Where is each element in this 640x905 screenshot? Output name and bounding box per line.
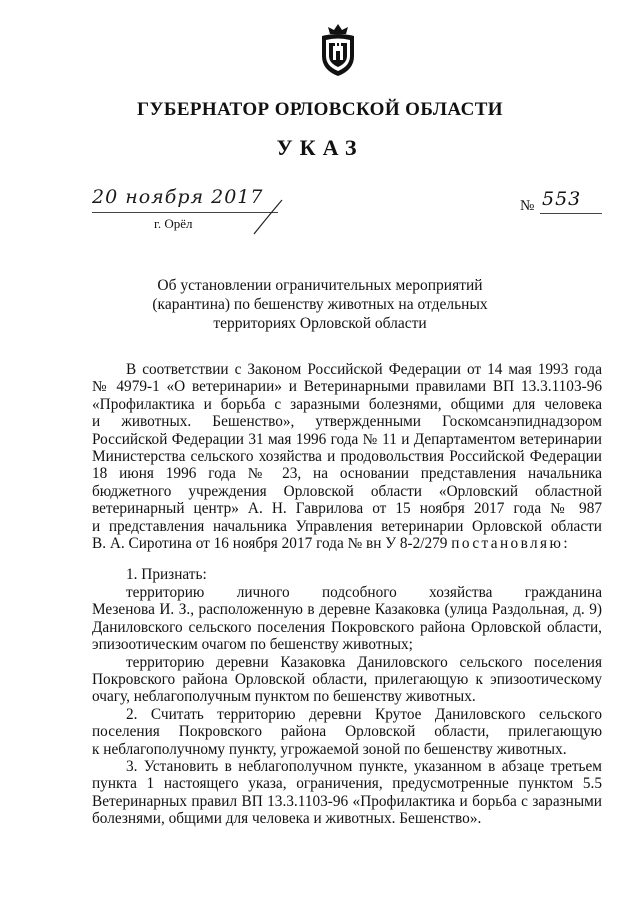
item-heading: 1. Признать: [126, 566, 207, 584]
text-line: очагу, неблагополучным пунктом по бешенству животных. [92, 688, 476, 706]
text-line: «Профилактика и борьба с заразными болезнями, общими для человека [92, 395, 602, 413]
number-label: № [520, 198, 535, 214]
decree-word: постановляю: [451, 535, 570, 553]
document-type: УКАЗ [276, 135, 364, 160]
preamble-paragraph [92, 361, 602, 552]
item-1 [92, 566, 602, 705]
decree-subject [0, 276, 640, 333]
text-line: территорию личного подсобного хозяйства гражданина [126, 583, 602, 601]
text-line: территорию деревни Казаковка Даниловского сельского поселения [126, 653, 602, 671]
subject-line: (карантина) по бешенству животных на отдельных [152, 296, 488, 313]
text-line: и представления начальника Управления ветеринарии Орловской области [92, 517, 602, 535]
text-line: к неблагополучному пункту, угрожаемой зоной по бешенству животных. [92, 740, 567, 758]
item-3 [92, 758, 602, 828]
text-line [92, 535, 602, 552]
text-line: В соответствии с Законом Российской Федерации от 14 мая 1993 года [126, 361, 602, 378]
paragraph-gap [92, 552, 602, 566]
text-line: поселения Покровского района Орловской области, прилегающую [92, 723, 602, 741]
item-2 [92, 706, 602, 758]
text-line: бюджетного учреждения Орловской области «Орловский областной [92, 482, 602, 500]
orel-region-coat-of-arms-icon [316, 22, 360, 78]
text-line: Российской Федерации 31 мая 1996 года № 11 и Департаментом ветеринарии [92, 430, 602, 448]
subject-line: Об установлении ограничительных мероприятий [157, 277, 483, 294]
handwriting-stroke [230, 196, 290, 236]
text-line: эпизоотическим очагом по бешенству животных; [92, 636, 413, 654]
handwritten-number: 553 [542, 188, 582, 210]
handwritten-date: 20 ноября 2017 [92, 186, 264, 208]
text-line: Покровского района Орловской области, прилегающую к эпизоотическому [92, 670, 602, 688]
number-underline [540, 213, 602, 214]
subject-line: территориях Орловской области [213, 315, 427, 332]
text-line: № 4979-1 «О ветеринарии» и Ветеринарными правилами ВП 13.3.1103-96 [92, 378, 602, 396]
text-line: 18 июня 1996 года № 23, на основании представления начальника [92, 465, 602, 483]
city-label: г. Орёл [154, 216, 193, 231]
text-line: и животных. Бешенство», утвержденными Госкомсанэпиднадзором [92, 413, 602, 431]
text-line: 3. Установить в неблагополучном пункте, указанном в абзаце третьем [126, 757, 602, 775]
issuing-authority: ГУБЕРНАТОР ОРЛОВСКОЙ ОБЛАСТИ [137, 99, 503, 120]
text-line: Мезенова И. З., расположенную в деревне Казаковка (улица Раздольная, д. 9) [92, 601, 602, 619]
text-line: ветеринарный центр» А. Н. Гаврилова от 15 ноября 2017 года № 987 [92, 500, 602, 518]
text-line: болезнями, общими для человека и животных. Бешенство». [92, 810, 482, 828]
text-fragment: В. А. Сиротина от 16 ноября 2017 года № вн У 8-2/279 [92, 535, 448, 553]
text-line: 2. Считать территорию деревни Крутое Даниловского сельского [126, 705, 602, 723]
decree-body [92, 361, 602, 828]
text-line: Министерства сельского хозяйства и продовольствия Российской Федерации [92, 448, 602, 466]
text-line: пункта 1 настоящего указа, ограничения, предусмотренные пунктом 5.5 [92, 775, 602, 793]
text-line: Ветеринарных правил ВП 13.3.1103-96 «Профилактика и борьба с заразными [92, 792, 602, 810]
text-line: Даниловского сельского поселения Покровского района Орловской области, [92, 618, 602, 636]
